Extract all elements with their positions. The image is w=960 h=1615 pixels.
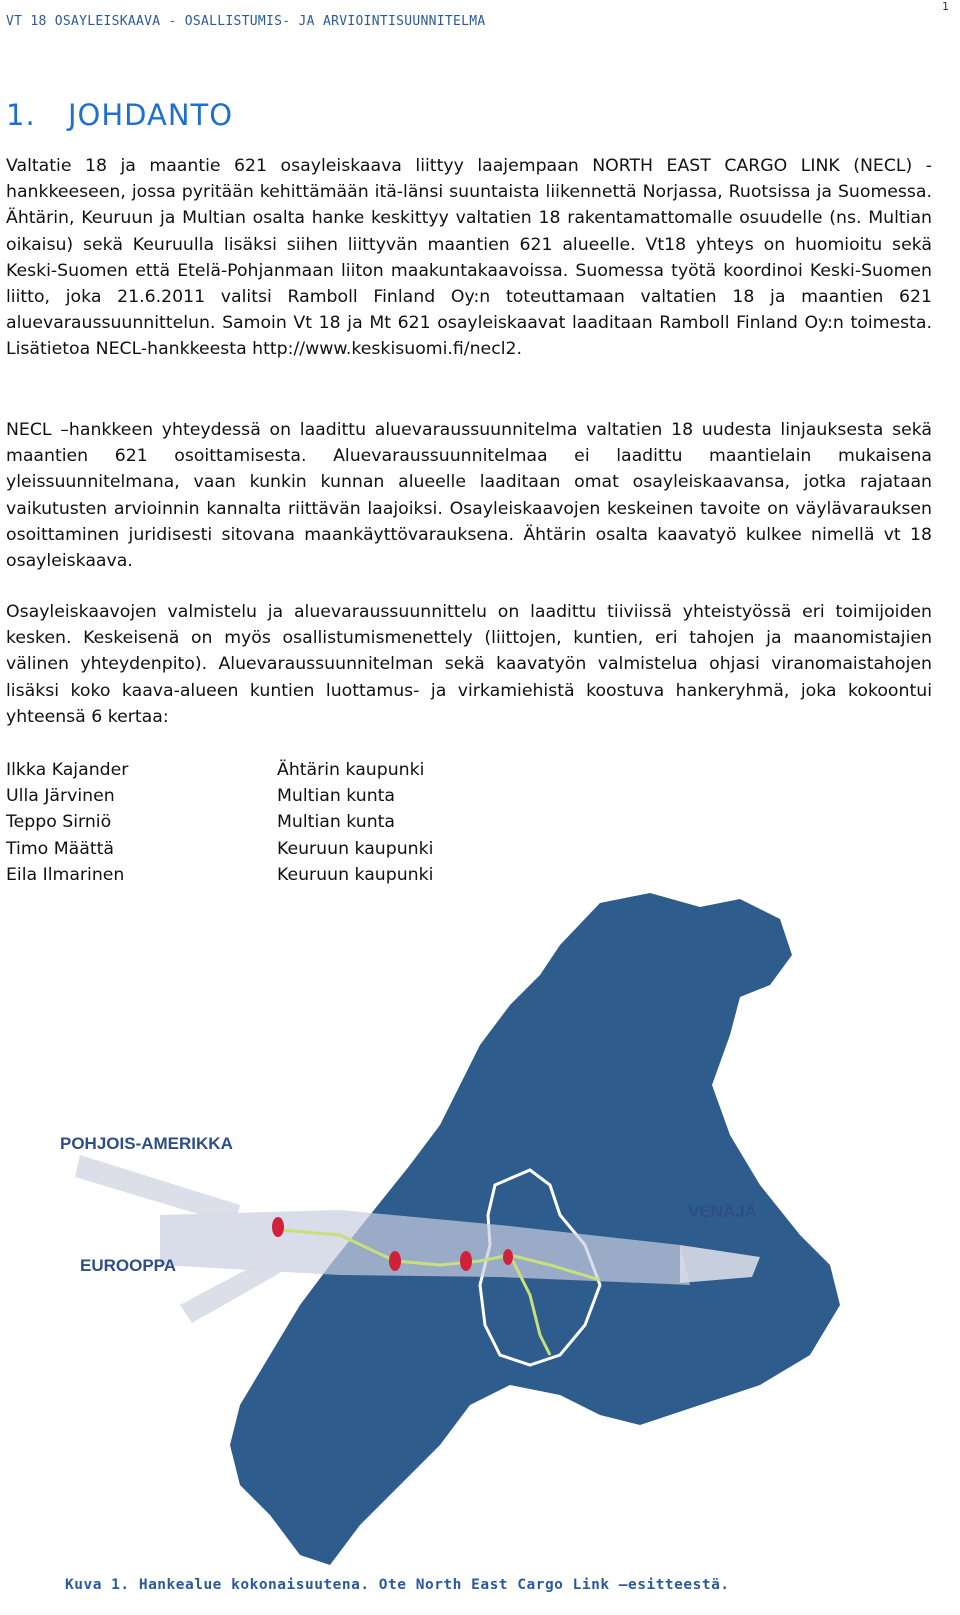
label-north-america: POHJOIS-AMERIKKA: [60, 1134, 233, 1153]
node-marker: [272, 1217, 284, 1237]
member-name: Timo Määttä: [6, 838, 114, 859]
member-name: Eila Ilmarinen: [6, 864, 125, 885]
member-name: Ilkka Kajander: [6, 760, 129, 780]
paragraph-necl: NECL –hankkeen yhteydessä on laadittu aluevaraussuunnitelma valtatien 18 uudesta linjauksesta sekä maantien 621 osoittamisesta. Aluevaraussuunnitelmaa ei laadittu maantielain mukaisena yleissuunnitelmana, vaan kunkin kunnan alueelle laaditaan omat osayleiskaavansa, jotka rajataan vaikutusten arvioinnin kannalta riittävän laajoiksi. Osayleiskaavojen keskeinen tavoite on väylävarauksen osoittaminen juridisesti sitovana maankäyttövarauksena. Ähtärin osalta kaavatyö kulkee nimellä vt 18 osayleiskaava.: [6, 420, 932, 572]
list-item: [6, 836, 433, 862]
section-title: JOHDANTO: [68, 98, 234, 132]
list-item: [6, 757, 433, 783]
member-org: Keuruun kaupunki: [277, 864, 434, 885]
node-marker: [503, 1249, 513, 1265]
member-org: Multian kunta: [277, 812, 396, 833]
list-item: [6, 809, 433, 835]
section-heading: [6, 98, 233, 132]
member-org: Multian kunta: [277, 786, 396, 807]
list-item: [6, 783, 433, 809]
member-name: Ulla Järvinen: [6, 786, 115, 807]
paragraph-cooperation: Osayleiskaavojen valmistelu ja aluevaraussuunnittelu on laadittu tiiviissä yhteistyössä eri toimijoiden kesken. Keskeisenä on myös osallistumismenettely (liittojen, kuntien, eri tahojen ja maanomistajien välinen yhteydenpito). Aluevaraussuunnitelman sekä kaavatyön valmistelua ohjasi viranomaistahojen lisäksi koko kaava-alueen kuntien luottamus- ja virkamiehistä koostuva hankeryhmä, joka kokoontui yhteensä 6 kertaa:: [6, 602, 932, 727]
member-name: Teppo Sirniö: [6, 812, 112, 833]
project-group-list: [6, 757, 433, 888]
label-russia: VENÄJÄ: [688, 1202, 757, 1221]
member-org: Keuruun kaupunki: [277, 838, 434, 859]
running-header: VT 18 OSAYLEISKAAVA - OSALLISTUMIS- JA ARVIOINTISUUNNITELMA: [6, 14, 486, 29]
node-marker: [460, 1251, 472, 1271]
section-number: 1.: [6, 98, 36, 132]
paragraph-intro: Valtatie 18 ja maantie 621 osayleiskaava liittyy laajempaan NORTH EAST CARGO LINK (NECL) -hankkeeseen, jossa pyritään kehittämään itä-länsi suuntaista liikennettä Norjassa, Ruotsissa ja Suomessa. Ähtärin, Keuruun ja Multian osalta hanke keskittyy valtatien 18 rakentamattomalle osuudelle (ns. Multian oikaisu) sekä Keuruulla lisäksi siihen liittyvän maantien 621 alueelle. Vt18 yhteys on huomioitu sekä Keski-Suomen että Etelä-Pohjanmaan liiton maakuntakaavoissa. Suomessa työtä koordinoi Keski-Suomen liitto, joka 21.6.2011 valitsi Ramboll Finland Oy:n toteuttamaan valtatien 18 ja maantien 621 aluevaraussuunnittelun. Samoin Vt 18 ja Mt 621 osayleiskaavat laaditaan Ramboll Finland Oy:n toimesta. Lisätietoa NECL-hankkeesta http://www.keskisuomi.fi/necl2.: [6, 156, 932, 360]
node-marker: [389, 1251, 401, 1271]
page-number: 1: [942, 0, 949, 13]
member-org: Ähtärin kaupunki: [277, 760, 425, 780]
figure-caption: Kuva 1. Hankealue kokonaisuutena. Ote North East Cargo Link –esitteestä.: [65, 1577, 730, 1593]
arrow-north-america: [75, 1155, 240, 1225]
necl-map: [40, 885, 940, 1575]
label-europe: EUROOPPA: [80, 1256, 177, 1275]
